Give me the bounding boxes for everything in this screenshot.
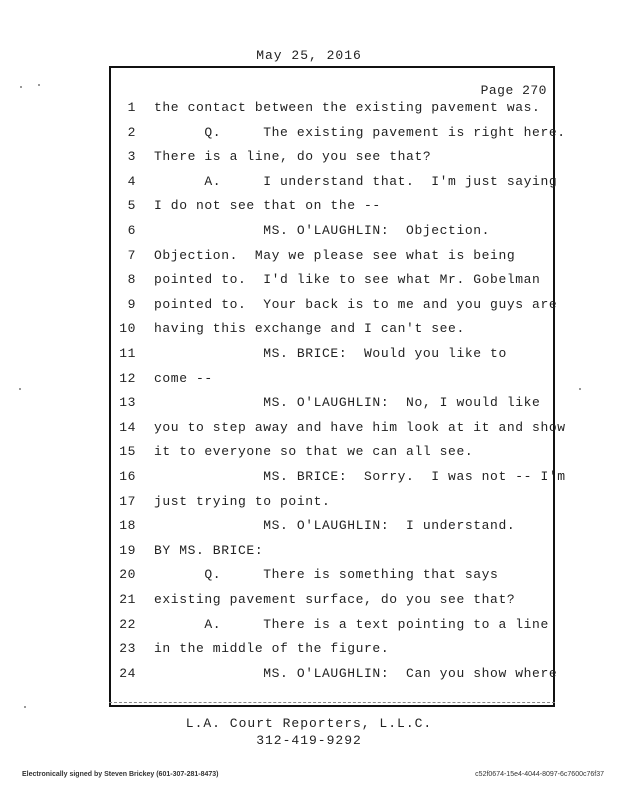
line-text: MS. O'LAUGHLIN: Objection. [154, 223, 491, 238]
scan-speck [24, 706, 26, 708]
transcript-line [0, 494, 618, 514]
line-number: 17 [119, 493, 136, 509]
line-text: MS. BRICE: Sorry. I was not -- I'm [154, 469, 566, 484]
line-number: 9 [127, 296, 136, 312]
line-number: 22 [119, 616, 136, 632]
scan-speck [20, 86, 22, 88]
line-number: 13 [119, 395, 136, 411]
line-text: Objection. May we please see what is being [154, 247, 516, 263]
scan-speck [579, 388, 581, 390]
line-text: A. There is a text pointing to a line [154, 616, 549, 632]
line-number: 11 [119, 346, 136, 361]
line-number: 12 [119, 370, 136, 386]
transcript-line [0, 371, 618, 391]
transcript-line [0, 125, 618, 145]
document-hash: c52f0674-15e4-4044-8097-6c7600c76f37 [475, 771, 604, 778]
transcript-line [0, 641, 618, 661]
line-number: 18 [119, 518, 136, 534]
electronic-signature: Electronically signed by Steven Brickey (601-307-281-8473) [22, 771, 219, 778]
line-number: 2 [127, 124, 136, 140]
line-text: it to everyone so that we can all see. [154, 444, 474, 460]
line-number: 6 [127, 223, 136, 238]
transcript-line [0, 223, 618, 243]
line-text: pointed to. I'd like to see what Mr. Gobelman [154, 272, 541, 288]
line-text: in the middle of the figure. [154, 641, 390, 657]
line-number: 23 [119, 641, 136, 657]
page-number: Page 270 [480, 83, 547, 98]
line-text: just trying to point. [154, 493, 331, 509]
line-text: existing pavement surface, do you see that? [154, 592, 516, 607]
transcript-line [0, 297, 618, 317]
transcript-line [0, 272, 618, 292]
line-text: Q. There is something that says [154, 567, 499, 583]
footer-company: L.A. Court Reporters, L.L.C. [185, 716, 433, 731]
line-number: 3 [127, 149, 136, 165]
transcript-line [0, 666, 618, 686]
transcript-line [0, 567, 618, 587]
transcript-line [0, 543, 618, 563]
line-text: There is a line, do you see that? [154, 149, 432, 165]
transcript-line [0, 444, 618, 464]
line-number: 14 [119, 419, 136, 435]
line-number: 16 [119, 469, 136, 484]
footer-phone: 312-419-9292 [256, 733, 362, 748]
transcript-line [0, 248, 618, 268]
line-number: 1 [127, 100, 136, 115]
line-number: 10 [119, 321, 136, 337]
transcript-line [0, 395, 618, 415]
line-number: 5 [127, 198, 136, 214]
line-text: the contact between the existing pavement was. [154, 100, 541, 115]
line-text: MS. O'LAUGHLIN: Can you show where [154, 665, 558, 681]
line-text: MS. BRICE: Would you like to [154, 346, 507, 361]
transcript-line [0, 346, 618, 366]
frame-bottom-rule [109, 702, 555, 704]
transcript-line [0, 198, 618, 218]
line-text: I do not see that on the -- [154, 198, 381, 214]
line-text: A. I understand that. I'm just saying [154, 173, 558, 189]
transcript-line [0, 469, 618, 489]
transcript-line [0, 149, 618, 169]
line-number: 4 [127, 173, 136, 189]
transcript-line [0, 617, 618, 637]
line-text: pointed to. Your back is to me and you guys are [154, 296, 558, 312]
line-number: 21 [119, 592, 136, 607]
line-text: having this exchange and I can't see. [154, 321, 465, 337]
line-text: you to step away and have him look at it and show [154, 419, 566, 435]
line-number: 15 [119, 444, 136, 460]
transcript-line [0, 174, 618, 194]
line-text: MS. O'LAUGHLIN: I understand. [154, 518, 516, 534]
transcript-line [0, 592, 618, 612]
line-number: 8 [127, 272, 136, 288]
page-date: May 25, 2016 [256, 48, 362, 63]
line-text: MS. O'LAUGHLIN: No, I would like [154, 395, 541, 411]
scan-speck [19, 388, 21, 390]
line-number: 20 [119, 567, 136, 583]
scan-speck [38, 84, 40, 86]
transcript-line [0, 518, 618, 538]
transcript-line [0, 100, 618, 120]
line-number: 19 [119, 542, 136, 558]
line-number: 24 [119, 665, 136, 681]
line-text: come -- [154, 370, 213, 386]
line-text: BY MS. BRICE: [154, 542, 264, 558]
line-text: Q. The existing pavement is right here. [154, 124, 566, 140]
transcript-line [0, 420, 618, 440]
line-number: 7 [127, 247, 136, 263]
transcript-line [0, 321, 618, 341]
